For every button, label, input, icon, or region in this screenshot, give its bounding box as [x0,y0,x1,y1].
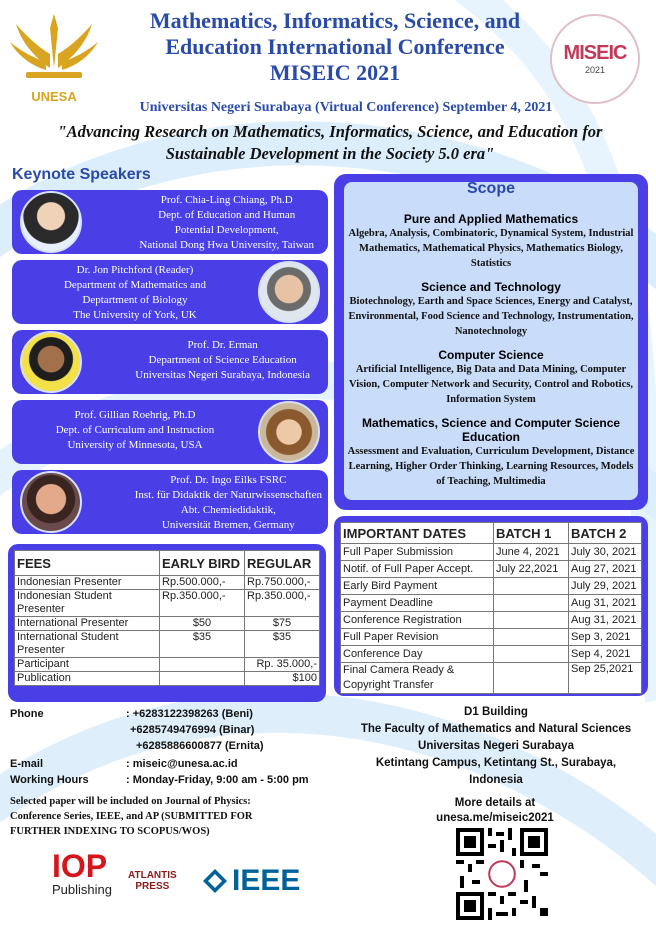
scope-section-text: Assessment and Evaluation, Curriculum Development, Distance Learning, Higher Order Thinking, Learning Resources, Models of Teaching, Multimedia [347,446,635,487]
speaker-line: Dept. of Education and Human [158,209,296,221]
fees-table [14,550,320,686]
theme-line: Sustainable Development in the Society 5.0 era" [165,144,495,163]
scope-section-title: Science and Technology [421,280,561,294]
speaker-text [135,338,310,383]
table-row [341,646,642,663]
table-cell: Aug 31, 2021 [569,612,642,629]
speaker-line: Deptartment of Biology [82,294,188,306]
table-cell: Publication [15,672,160,686]
table-cell: Indonesian Student Presenter [15,590,160,617]
table-cell: Rp.350.000,- [245,590,320,617]
speaker-text [20,408,250,453]
table-cell: Aug 31, 2021 [569,595,642,612]
column-header: REGULAR [245,551,320,576]
speaker-line: Prof. Gillian Roehrig, Ph.D [74,409,196,421]
keynote-heading: Keynote Speakers [12,166,151,183]
speaker-text [139,193,314,253]
table-cell: Final Camera Ready & Copyright Transfer [341,663,494,694]
ieee-text: IEEE [232,864,301,897]
table-cell: International Presenter [15,617,160,631]
table-header-row [341,523,642,544]
qr-code[interactable] [456,828,548,920]
logo-text: UNESA [31,89,77,104]
speaker-line: University of Minnesota, USA [67,439,203,451]
contact-info [10,708,340,792]
table-cell: Sep 25,2021 [569,663,642,694]
speaker-text [135,473,322,533]
title-line: MISEIC 2021 [269,60,401,85]
table-cell [494,612,569,629]
scope-content [344,182,638,500]
table-cell [494,629,569,646]
more-details [400,796,590,826]
publication-note [10,794,330,839]
table-cell: $100 [245,672,320,686]
speaker-card [12,260,328,324]
column-header: BATCH 1 [494,523,569,544]
table-cell: Indonesian Presenter [15,576,160,590]
scope-heading: Scope [466,180,515,197]
phone-value: +6285749476994 (Binar) [130,724,255,736]
table-cell: Sep 3, 2021 [569,629,642,646]
table-cell: Sep 4, 2021 [569,646,642,663]
speaker-line: Universität Bremen, Germany [161,519,295,531]
table-cell: International Student Presenter [15,631,160,658]
venue-line: Indonesia [469,774,523,786]
scope-section-title: Mathematics, Science and Computer Science Education [361,416,621,444]
iop-logo [52,850,112,897]
table-cell [494,663,569,694]
note-line: FURTHER INDEXING TO SCOPUS/WOS) [10,826,210,837]
speaker-photo [20,471,82,533]
table-cell: July 29, 2021 [569,578,642,595]
table-row [341,663,642,694]
table-cell: July 30, 2021 [569,544,642,561]
table-cell: Notif. of Full Paper Accept. [341,561,494,578]
more-label: More details at [454,797,536,809]
table-row [15,672,320,686]
table-header-row [15,551,320,576]
table-cell: Aug 27, 2021 [569,561,642,578]
table-cell [494,646,569,663]
atlantis-logo [128,870,177,892]
important-dates-panel [334,516,648,696]
hours-value: : Monday-Friday, 9:00 am - 5:00 pm [126,774,309,786]
badge-year: 2021 [584,65,606,75]
phone-label: Phone [10,708,44,720]
venue-line: D1 Building [464,706,528,718]
speaker-photo [258,401,320,463]
speaker-card [12,330,328,394]
theme-line: "Advancing Research on Mathematics, Informatics, Science, and Education for [57,122,603,141]
note-line: Conference Series, IEEE, and AP (SUBMITTED FOR [10,811,253,822]
table-cell: $50 [160,617,245,631]
qr-code-icon [456,828,548,920]
speaker-line: Dr. Jon Pitchford (Reader) [76,264,194,276]
table-cell [160,672,245,686]
speaker-line: Department of Science Education [148,354,297,366]
table-cell: $35 [245,631,320,658]
atlantis-text: ATLANTIS [128,870,177,881]
table-cell [160,658,245,672]
venue-line: The Faculty of Mathematics and Natural Sciences [360,723,632,735]
column-header: BATCH 2 [569,523,642,544]
fees-panel [8,544,326,702]
venue-line: Universitas Negeri Surabaya [418,740,574,752]
scope-section-title: Computer Science [438,348,544,362]
title-line: Mathematics, Informatics, Science, and [149,8,521,33]
speaker-line: Prof. Chia-Ling Chiang, Ph.D [160,194,293,206]
speaker-line: Universitas Negeri Surabaya, Indonesia [135,369,310,381]
table-row [15,590,320,617]
speaker-line: Prof. Dr. Ingo Eilks FSRC [170,474,287,486]
table-row [341,544,642,561]
table-cell: July 22,2021 [494,561,569,578]
important-dates-table [340,522,642,694]
speaker-card [12,400,328,464]
table-row [15,631,320,658]
table-cell: June 4, 2021 [494,544,569,561]
scope-section-text: Biotechnology, Earth and Space Sciences, Energy and Catalyst, Environmental, Food Science and Technology, Instrumentation, Nanotechnology [348,296,634,337]
table-cell: Rp.350.000,- [160,590,245,617]
phone-value: +6285886600877 (Ernita) [136,740,264,752]
table-row [15,576,320,590]
sponsor-logos [46,844,314,918]
conference-title [100,8,570,86]
speaker-line: Abt. Chemiedidaktik, [180,504,276,516]
table-cell: Early Bird Payment [341,578,494,595]
speaker-line: Prof. Dr. Erman [187,339,258,351]
email-label: E-mail [10,758,44,770]
table-row [15,658,320,672]
conference-theme [20,121,640,165]
phone-value: : +6283122398263 (Beni) [126,708,253,720]
speaker-photo [258,261,320,323]
table-cell: Rp. 35.000,- [245,658,320,672]
ieee-diamond-icon [202,868,228,894]
table-cell [494,595,569,612]
speaker-photo [20,191,82,253]
iop-subtext: Publishing [52,882,112,897]
venue-info [336,704,656,789]
table-cell: Rp.500.000,- [160,576,245,590]
speaker-photo [20,331,82,393]
table-cell: Participant [15,658,160,672]
table-cell [494,578,569,595]
table-cell: Rp.750.000,- [245,576,320,590]
speaker-text [20,263,250,323]
iop-text: IOP [52,848,108,884]
venue-line: Ketintang Campus, Ketintang St., Surabaya, [375,757,617,769]
table-cell: Conference Day [341,646,494,663]
email-value: : miseic@unesa.ac.id [126,758,238,770]
table-row [341,578,642,595]
unesa-logo [6,8,102,104]
table-cell: Payment Deadline [341,595,494,612]
table-row [341,612,642,629]
table-row [341,595,642,612]
table-cell: Full Paper Revision [341,629,494,646]
column-header: IMPORTANT DATES [341,523,494,544]
badge-text: MISEIC [563,42,627,64]
table-row [341,561,642,578]
column-header: FEES [15,551,160,576]
unesa-emblem-icon [6,8,102,86]
speaker-line: The University of York, UK [73,309,197,321]
atlantis-subtext: PRESS [135,881,170,892]
table-cell: Conference Registration [341,612,494,629]
more-url[interactable]: unesa.me/miseic2021 [436,812,554,824]
speaker-card [12,190,328,254]
scope-panel [334,174,648,510]
table-row [15,617,320,631]
column-header: EARLY BIRD [160,551,245,576]
table-row [341,629,642,646]
conference-subtitle: Universitas Negeri Surabaya (Virtual Conference) September 4, 2021 [139,100,553,115]
scope-section-title: Pure and Applied Mathematics [403,212,579,226]
note-line: Selected paper will be included on Journal of Physics: [10,796,251,807]
speaker-line: Inst. für Didaktik der Naturwissenschaften [134,489,322,501]
hours-label: Working Hours [10,774,89,786]
table-cell: $75 [245,617,320,631]
table-cell: Full Paper Submission [341,544,494,561]
speaker-card [12,470,328,534]
table-cell: $35 [160,631,245,658]
speaker-line: Department of Mathematics and [63,279,207,291]
scope-section-text: Algebra, Analysis, Combinatoric, Dynamical System, Industrial Mathematics, Mathematical Physics, Mathematics Biology, Statistics [348,228,634,269]
title-line: Education International Conference [165,34,505,59]
speaker-line: Dept. of Curriculum and Instruction [55,424,215,436]
speaker-line: Potential Development, [174,224,279,236]
speaker-line: National Dong Hwa University, Taiwan [139,239,314,251]
scope-section-text: Artificial Intelligence, Big Data and Data Mining, Computer Vision, Computer Network and Security, Control and Robotics, Information System [349,364,633,405]
